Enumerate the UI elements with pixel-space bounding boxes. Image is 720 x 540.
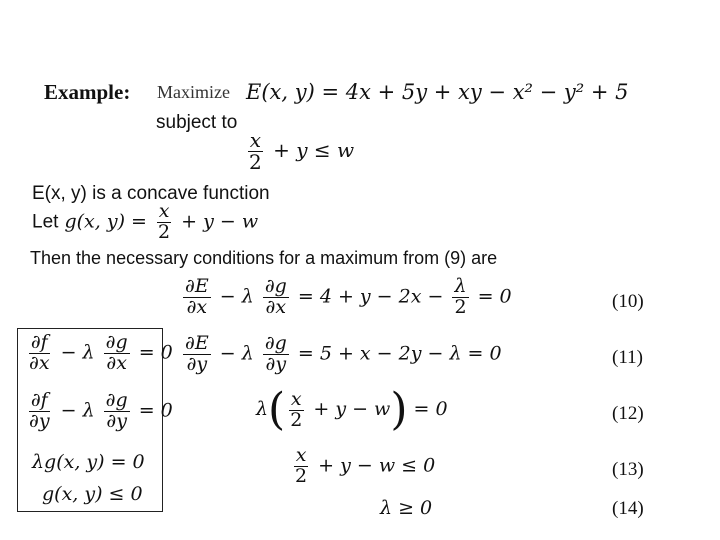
fraction-numerator: x	[249, 128, 261, 152]
numerator: λ	[454, 275, 467, 297]
df-dx-fraction	[27, 333, 52, 374]
equation-number-13: (13)	[612, 459, 644, 480]
box-row-1	[24, 333, 173, 374]
lambda-half-fraction	[452, 277, 468, 318]
dg-dx-fraction	[263, 277, 289, 318]
box-row-4: g(x, y) ≤ 0	[42, 483, 143, 505]
let-definition	[32, 202, 258, 243]
equation-10: $\frac{\partial E}{\partial x}$ − λ $\frac{\partial g}{\partial x}$ = 4 + y − 2x − $\frac{\lambda}{2}$ = 0	[185, 275, 512, 318]
numerator: ∂g	[105, 389, 128, 411]
lambda: λ	[241, 342, 254, 365]
equation-number-14: (14)	[612, 498, 644, 519]
necessary-conditions-text: Then the necessary conditions for a maximum from (9) are	[30, 248, 498, 268]
equation-13	[290, 446, 435, 487]
equation-tail: = 0	[477, 285, 512, 308]
dE-dy-fraction	[183, 334, 211, 375]
equation-tail: = 0	[413, 398, 448, 420]
numerator: ∂f	[30, 389, 48, 411]
numerator: ∂g	[105, 331, 128, 353]
constraint-rest: + y ≤ w	[273, 138, 355, 162]
numerator: ∂E	[185, 275, 209, 297]
numerator: ∂g	[264, 275, 287, 297]
denominator: 2	[454, 295, 467, 318]
fraction-numerator: x	[158, 200, 170, 222]
x-half-fraction	[293, 446, 309, 487]
box-row-1-lambda: − λ	[60, 341, 95, 364]
numerator: ∂E	[185, 332, 209, 354]
lambda: λ	[256, 398, 269, 420]
let-fraction	[156, 202, 172, 243]
denominator: 2	[290, 408, 303, 431]
equation-14: λ ≥ 0	[380, 497, 433, 519]
concave-statement: E(x, y) is a concave function	[32, 183, 270, 204]
equation-rhs: = 4 + y − 2x −	[297, 285, 444, 308]
equation-number-11: (11)	[612, 347, 643, 368]
dE-dx-fraction	[183, 277, 211, 318]
equation-rhs: + y − w ≤ 0	[318, 454, 436, 477]
numerator: ∂f	[30, 331, 48, 353]
constraint	[244, 130, 354, 173]
let-word: Let	[32, 211, 59, 233]
let-lhs: g(x, y) =	[64, 210, 147, 233]
equation-rhs: = 5 + x − 2y − λ = 0	[297, 342, 502, 365]
maximize-word: Maximize	[157, 82, 230, 102]
numerator: ∂g	[264, 332, 287, 354]
equation-11: $\frac{\partial E}{\partial y}$ − λ $\frac{\partial g}{\partial y}$ = 5 + x − 2y − λ = 0	[185, 332, 502, 375]
constraint-fraction	[247, 130, 264, 173]
denominator: 2	[295, 464, 308, 487]
equation-number-12: (12)	[612, 403, 644, 424]
box-row-2-lambda: − λ	[60, 399, 95, 422]
denominator: ∂y	[106, 409, 127, 432]
subject-to-label: subject to	[156, 112, 238, 133]
numerator: x	[290, 387, 302, 410]
objective-function: E(x, y) = 4x + 5y + xy − x² − y² + 5	[246, 80, 629, 104]
example-label: Example:	[44, 80, 131, 104]
denominator: ∂x	[265, 295, 287, 318]
dg-dx-fraction	[104, 333, 130, 374]
box-row-1-tail: = 0	[138, 341, 173, 364]
box-row-2-tail: = 0	[138, 399, 173, 422]
fraction-denominator: 2	[158, 220, 171, 243]
box-row-2	[24, 391, 173, 432]
equation-12: λ( $\frac{x}{2}$ + y − w) = 0	[256, 384, 448, 435]
lambda: λ	[241, 285, 254, 308]
let-rest: + y − w	[181, 210, 259, 233]
fraction-denominator: 2	[249, 150, 262, 174]
denominator: ∂y	[29, 409, 50, 432]
denominator: ∂y	[265, 352, 287, 375]
dg-dy-fraction	[104, 391, 130, 432]
equation-rhs: + y − w	[313, 398, 391, 420]
kkt-conditions-box	[17, 328, 173, 512]
df-dy-fraction	[27, 391, 52, 432]
x-half-fraction	[288, 387, 304, 431]
denominator: ∂x	[186, 295, 208, 318]
equation-number-10: (10)	[612, 291, 644, 312]
denominator: ∂y	[186, 352, 208, 375]
denominator: ∂x	[106, 351, 127, 374]
denominator: ∂x	[29, 351, 50, 374]
box-row-3: λg(x, y) = 0	[32, 451, 145, 473]
dg-dy-fraction	[263, 334, 289, 375]
numerator: x	[295, 444, 307, 466]
